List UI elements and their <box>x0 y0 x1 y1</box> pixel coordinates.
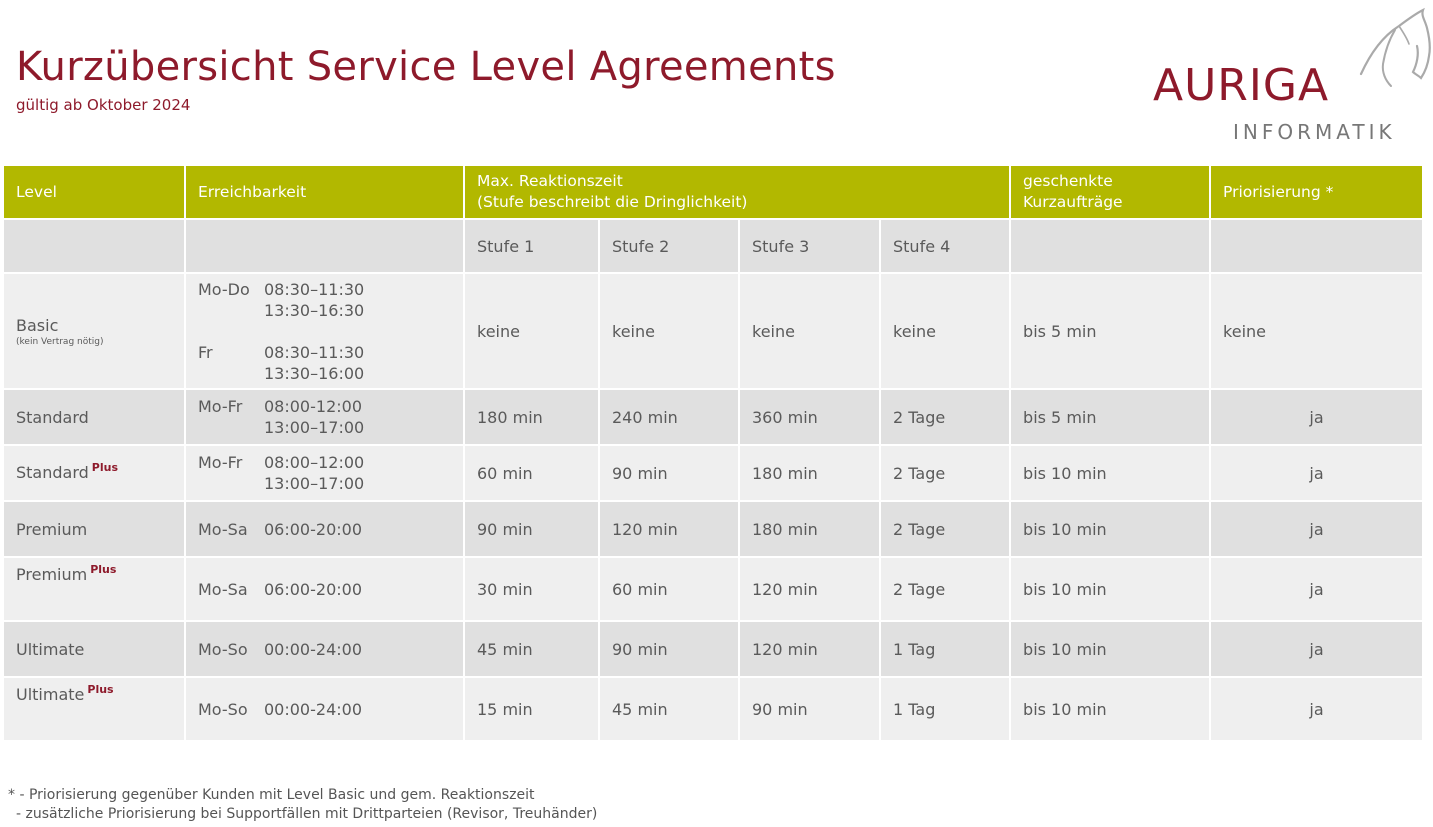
stage2-cell: 45 min <box>600 678 738 740</box>
gifts-cell: bis 5 min <box>1011 390 1209 444</box>
stage-header: Stufe 2 <box>600 220 738 272</box>
priority-cell: ja <box>1211 446 1422 500</box>
stage1-cell: 180 min <box>465 390 598 444</box>
priority-cell: ja <box>1211 390 1422 444</box>
stage1-cell: keine <box>465 274 598 388</box>
hours-grid <box>198 579 451 600</box>
hours-time: 00:00-24:00 <box>264 639 362 659</box>
stage1-cell: 60 min <box>465 446 598 500</box>
horse-head-icon <box>1355 6 1431 92</box>
reach-cell <box>186 390 463 444</box>
stage2-cell: 90 min <box>600 622 738 676</box>
hours-time: 13:30–16:30 <box>264 300 365 320</box>
footnote-line2: - zusätzliche Priorisierung bei Supportfällen mit Drittparteien (Revisor, Treuhänder) <box>16 806 598 822</box>
level-name: Ultimate <box>16 639 85 659</box>
hours-time: 00:00-24:00 <box>264 699 362 719</box>
reach-cell <box>186 502 463 556</box>
hours-days <box>198 363 264 384</box>
level-cell <box>4 502 184 556</box>
gifts-cell: bis 10 min <box>1011 446 1209 500</box>
priority-cell: ja <box>1211 558 1422 620</box>
priority-cell: ja <box>1211 678 1422 740</box>
table-row <box>4 446 1422 500</box>
empty-cell <box>4 220 184 272</box>
stage3-cell: 180 min <box>740 446 879 500</box>
hours-grid <box>198 279 451 384</box>
stage4-cell: 1 Tag <box>881 678 1009 740</box>
stage-header: Stufe 3 <box>740 220 879 272</box>
hours-days: Mo-Sa <box>198 519 248 539</box>
level-note: (kein Vertrag nötig) <box>16 336 104 347</box>
stage1-cell: 30 min <box>465 558 598 620</box>
reach-cell <box>186 558 463 620</box>
hours-days <box>198 417 264 438</box>
hours-days: Mo-So <box>198 639 248 659</box>
level-name: Standard <box>16 462 89 482</box>
hours-time: 06:00-20:00 <box>264 579 362 599</box>
gifts-cell: bis 10 min <box>1011 502 1209 556</box>
level-name: Ultimate <box>16 685 85 704</box>
level-cell <box>4 678 184 740</box>
hours-days: Mo-Sa <box>198 579 248 599</box>
table-row <box>4 390 1422 444</box>
hours-days: Mo-Fr <box>198 397 243 416</box>
hours-time: 13:00–17:00 <box>264 418 365 437</box>
hours-days: Mo-So <box>198 699 248 719</box>
hours-time: 13:00–17:00 <box>264 474 365 493</box>
reach-cell <box>186 274 463 388</box>
hours-days: Fr <box>198 342 213 362</box>
hours-grid <box>198 639 451 660</box>
hours-days: Mo-Do <box>198 279 250 299</box>
table-row <box>4 274 1422 388</box>
stage3-cell: 120 min <box>740 622 879 676</box>
column-header-reaction <box>465 166 1009 218</box>
column-header-priority: Priorisierung * <box>1211 166 1422 218</box>
reaction-header-line1: Max. Reaktionszeit <box>477 172 623 190</box>
stage2-cell: 60 min <box>600 558 738 620</box>
gifts-cell: bis 10 min <box>1011 622 1209 676</box>
stage3-cell: 180 min <box>740 502 879 556</box>
empty-cell <box>186 220 463 272</box>
hours-days <box>198 300 264 321</box>
stage-header: Stufe 4 <box>881 220 1009 272</box>
level-cell <box>4 390 184 444</box>
hours-time: 06:00-20:00 <box>264 519 362 539</box>
level-cell <box>4 274 184 388</box>
stage-header-row <box>4 220 1422 272</box>
sla-table <box>2 164 1424 742</box>
logo-wordmark: AURIGA <box>1153 60 1330 111</box>
hours-time: 08:00-12:00 <box>264 397 362 416</box>
level-name: Basic <box>16 315 59 335</box>
empty-cell <box>1011 220 1209 272</box>
stage2-cell: 240 min <box>600 390 738 444</box>
priority-cell: ja <box>1211 502 1422 556</box>
hours-grid <box>198 519 451 540</box>
hours-grid <box>198 452 451 494</box>
column-header-level: Level <box>4 166 184 218</box>
stage4-cell: 2 Tage <box>881 390 1009 444</box>
footnote-line1: * - Priorisierung gegenüber Kunden mit Level Basic und gem. Reaktionszeit <box>8 787 535 803</box>
gifts-cell: bis 10 min <box>1011 678 1209 740</box>
company-logo <box>1145 6 1430 146</box>
reach-cell <box>186 446 463 500</box>
priority-cell: ja <box>1211 622 1422 676</box>
column-header-reach: Erreichbarkeit <box>186 166 463 218</box>
stage4-cell: 2 Tage <box>881 502 1009 556</box>
gifts-header-line2: Kurzaufträge <box>1023 193 1123 211</box>
hours-time: 08:00–12:00 <box>264 453 365 472</box>
table-row <box>4 622 1422 676</box>
hours-time: 08:30–11:30 <box>264 279 365 299</box>
hours-days <box>198 473 264 494</box>
stage4-cell: 2 Tage <box>881 558 1009 620</box>
priority-cell: keine <box>1211 274 1422 388</box>
gifts-header-line1: geschenkte <box>1023 172 1113 190</box>
stage3-cell: 360 min <box>740 390 879 444</box>
page-title: Kurzübersicht Service Level Agreements <box>16 44 836 90</box>
stage3-cell: keine <box>740 274 879 388</box>
stage4-cell: keine <box>881 274 1009 388</box>
level-cell <box>4 622 184 676</box>
stage-header: Stufe 1 <box>465 220 598 272</box>
stage3-cell: 90 min <box>740 678 879 740</box>
logo-subtext: INFORMATIK <box>1233 120 1396 144</box>
table-header-row <box>4 166 1422 218</box>
reach-cell <box>186 678 463 740</box>
level-name: Premium <box>16 565 88 584</box>
plus-badge: Plus <box>87 683 114 696</box>
page-subtitle: gültig ab Oktober 2024 <box>16 96 191 114</box>
stage4-cell: 2 Tage <box>881 446 1009 500</box>
hours-days: Mo-Fr <box>198 453 243 472</box>
stage1-cell: 90 min <box>465 502 598 556</box>
hours-time: 08:30–11:30 <box>264 342 365 362</box>
plus-badge: Plus <box>91 460 119 474</box>
stage2-cell: 120 min <box>600 502 738 556</box>
stage2-cell: 90 min <box>600 446 738 500</box>
level-cell <box>4 558 184 620</box>
stage2-cell: keine <box>600 274 738 388</box>
gifts-cell: bis 5 min <box>1011 274 1209 388</box>
hours-grid <box>198 396 451 438</box>
column-header-gifts <box>1011 166 1209 218</box>
reach-cell <box>186 622 463 676</box>
hours-time: 13:30–16:00 <box>264 363 365 383</box>
stage3-cell: 120 min <box>740 558 879 620</box>
hours-grid <box>198 699 451 720</box>
level-name: Standard <box>16 407 89 427</box>
table-row <box>4 678 1422 740</box>
empty-cell <box>1211 220 1422 272</box>
gifts-cell: bis 10 min <box>1011 558 1209 620</box>
reaction-header-line2: (Stufe beschreibt die Dringlichkeit) <box>477 193 748 211</box>
stage1-cell: 45 min <box>465 622 598 676</box>
stage4-cell: 1 Tag <box>881 622 1009 676</box>
table-row <box>4 502 1422 556</box>
stage1-cell: 15 min <box>465 678 598 740</box>
footnote <box>8 786 597 824</box>
level-cell <box>4 446 184 500</box>
table-row <box>4 558 1422 620</box>
plus-badge: Plus <box>90 563 117 576</box>
level-name: Premium <box>16 519 88 539</box>
